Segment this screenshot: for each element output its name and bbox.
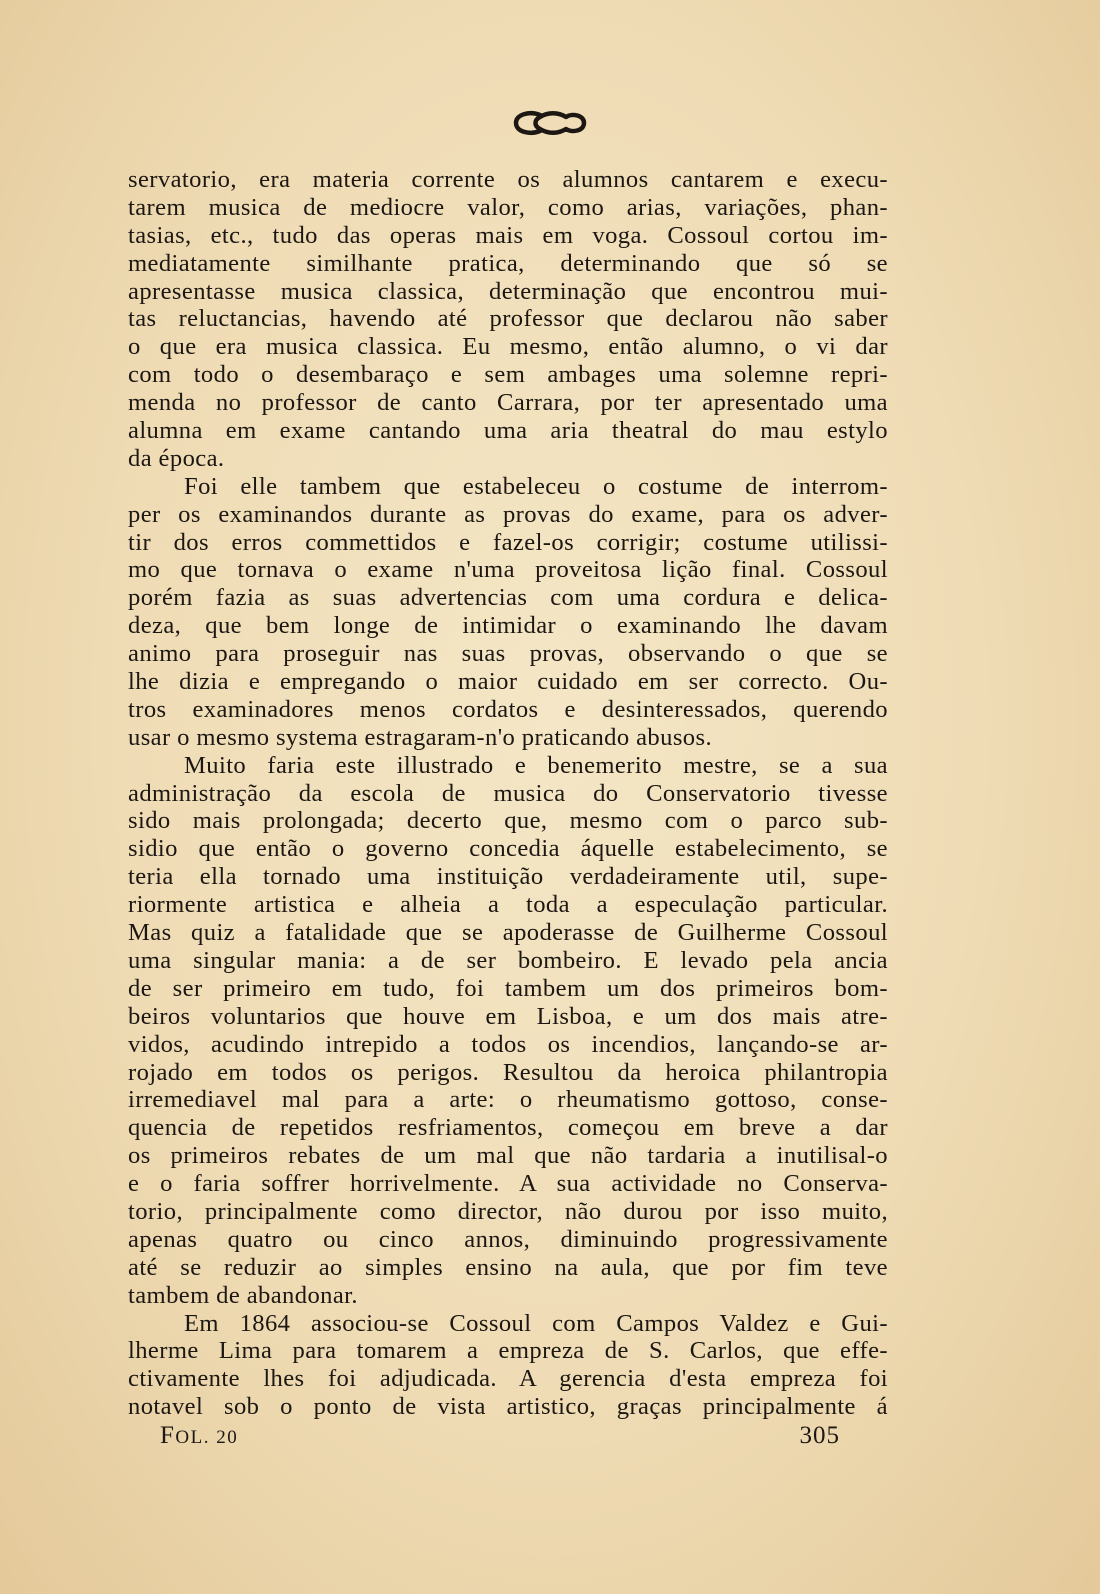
text-line: tros examinadores menos cordatos e desinteressados, querendo [128, 695, 888, 723]
text-line: notavel sob o ponto de vista artistico, graças principalmente á [128, 1393, 888, 1421]
text-line: com todo o desembaraço e sem ambages uma solemne repri- [128, 361, 888, 389]
text-line: Em 1864 associou-se Cossoul com Campos Valdez e Gui- [184, 1309, 888, 1337]
text-line: sido mais prolongada; decerto que, mesmo com o parco sub- [128, 807, 888, 835]
body-text [128, 166, 888, 1421]
text-line: mo que tornava o exame n'uma proveitosa lição final. Cossoul [128, 556, 888, 584]
text-line: tir dos erros commettidos e fazel-os corrigir; costume utilissi- [128, 528, 888, 556]
ornament-icon [510, 108, 590, 138]
text-line: tas reluctancias, havendo até professor que declarou não saber [128, 305, 888, 333]
text-line: beiros voluntarios que houve em Lisboa, e um dos mais atre- [128, 1002, 888, 1030]
text-line: os primeiros rebates de um mal que não tardaria a inutilisal-o [128, 1142, 888, 1170]
text-line: apenas quatro ou cinco annos, diminuindo progressivamente [128, 1225, 888, 1253]
text-line: teria ella tornado uma instituição verdadeiramente util, supe- [128, 863, 888, 891]
text-line: lherme Lima para tomarem a empreza de S. Carlos, que effe- [128, 1337, 888, 1365]
text-line: menda no professor de canto Carrara, por ter apresentado uma [128, 389, 888, 417]
text-line: animo para proseguir nas suas provas, observando o que se [128, 640, 888, 668]
text-line: deza, que bem longe de intimidar o examinando lhe davam [128, 612, 888, 640]
text-line: da época. [128, 444, 225, 472]
text-line: administração da escola de musica do Conservatorio tivesse [128, 779, 888, 807]
text-line: quencia de repetidos resfriamentos, começou em breve a dar [128, 1114, 888, 1142]
text-line: porém fazia as suas advertencias com uma cordura e delica- [128, 584, 888, 612]
paragraph [128, 1310, 888, 1422]
header-ornament [0, 108, 1100, 142]
paragraph [128, 752, 888, 1310]
text-line: usar o mesmo systema estragaram-n'o praticando abusos. [128, 723, 713, 751]
text-line: o que era musica classica. Eu mesmo, então alumno, o vi dar [128, 333, 888, 361]
text-line: mediatamente similhante pratica, determinando que só se [128, 249, 888, 277]
text-line: Muito faria este illustrado e benemerito mestre, se a sua [184, 751, 888, 779]
text-line: riormente artistica e alheia a toda a especulação particular. [128, 891, 888, 919]
text-line: sidio que então o governo concedia áquelle estabelecimento, se [128, 835, 888, 863]
text-line: tasias, etc., tudo das operas mais em voga. Cossoul cortou im- [128, 221, 888, 249]
text-line: tambem de abandonar. [128, 1281, 358, 1309]
text-line: uma singular mania: a de ser bombeiro. E levado pela ancia [128, 946, 888, 974]
text-line: apresentasse musica classica, determinação que encontrou mui- [128, 277, 888, 305]
text-line: ctivamente lhes foi adjudicada. A gerencia d'esta empreza foi [128, 1365, 888, 1393]
signature-mark: FOL. 20 [160, 1422, 239, 1449]
text-line: e o faria soffrer horrivelmente. A sua actividade no Conserva- [128, 1170, 888, 1198]
text-line: per os examinandos durante as provas do exame, para os adver- [128, 500, 888, 528]
text-line: servatorio, era materia corrente os alumnos cantarem e execu- [128, 166, 888, 193]
text-line: alumna em exame cantando uma aria theatral do mau estylo [128, 417, 888, 445]
text-line: lhe dizia e empregando o maior cuidado em ser correcto. Ou- [128, 668, 888, 696]
text-line: Foi elle tambem que estabeleceu o costume de interrom- [184, 472, 888, 500]
text-line: de ser primeiro em tudo, foi tambem um dos primeiros bom- [128, 974, 888, 1002]
text-line: vidos, acudindo intrepido a todos os incendios, lançando-se ar- [128, 1030, 888, 1058]
text-line: Mas quiz a fatalidade que se apoderasse de Guilherme Cossoul [128, 919, 888, 947]
text-line: até se reduzir ao simples ensino na aula, que por fim teve [128, 1253, 888, 1281]
text-line: irremediavel mal para a arte: o rheumatismo gottoso, conse- [128, 1086, 888, 1114]
paragraph [128, 166, 888, 473]
text-line: torio, principalmente como director, não durou por isso muito, [128, 1197, 888, 1225]
page-number: 305 [799, 1422, 840, 1449]
paragraph [128, 473, 888, 752]
text-line: tarem musica de mediocre valor, como arias, variações, phan- [128, 193, 888, 221]
text-line: rojado em todos os perigos. Resultou da heroica philantropia [128, 1058, 888, 1086]
